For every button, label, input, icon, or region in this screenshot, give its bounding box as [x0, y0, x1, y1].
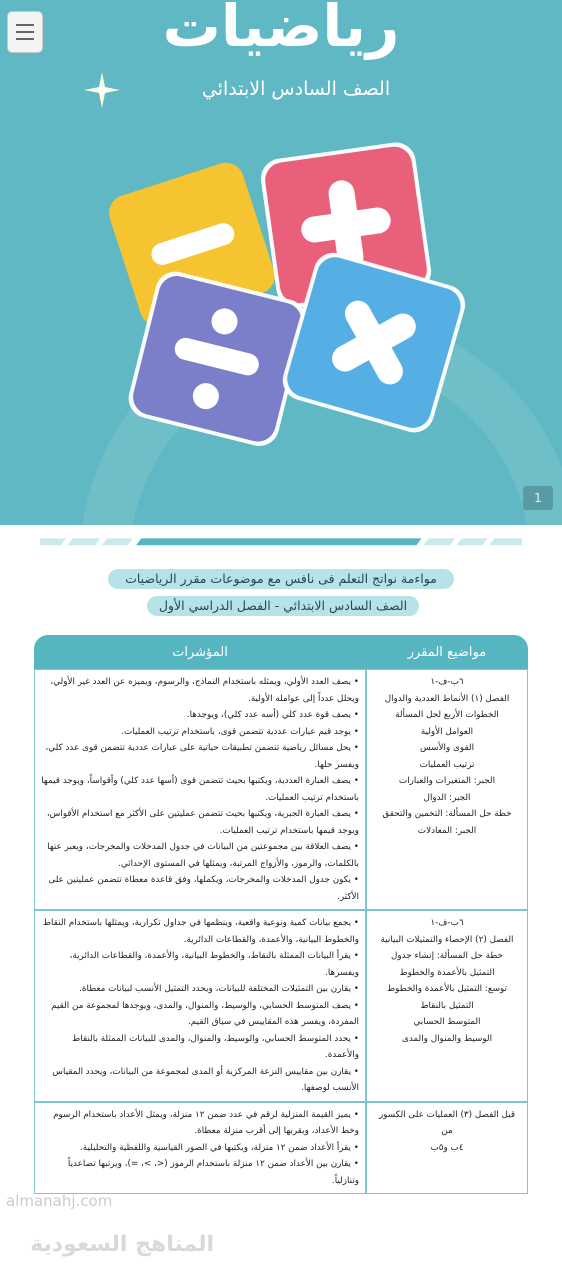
table-row: [34, 910, 528, 1102]
watermark-logo: المناهج السعودية: [30, 1232, 214, 1257]
indicator-item: • يقارن بين التمثيلات المختلفة للبيانات، ويحدد التمثيل الأنسب لبيانات معطاة.: [79, 984, 359, 994]
indicators-cell: [34, 910, 366, 1102]
topic-line: الجبر: الدوال: [423, 792, 471, 803]
topic-line: ٦ب-ف-١: [430, 918, 464, 928]
indicators-table: [34, 635, 528, 1194]
indicator-item: • يجمع بيانات كمية ونوعية واقعية، وينظمها في جداول تكرارية، ويمثلها باستخدام النقاط والخطوط البيانية، والأعمدة، والقطاعات الدائرية.: [42, 918, 359, 945]
indicator-item: • يقارن بين الأعداد ضمن ١٢ منزلة باستخدام الرموز (<، >، =)، ويرتبها تصاعدياً وتنازلياً.: [67, 1159, 359, 1186]
topic-line: التمثيل بالأعمدة والخطوط: [399, 967, 495, 978]
topic-line: القوى والأسس: [419, 743, 475, 753]
topics-cell: [366, 1102, 528, 1195]
topic-line: توسع: التمثيل بالأعمدة والخطوط: [387, 984, 507, 994]
watermark-url: almanahj.com: [6, 1192, 113, 1210]
topic-line: خطة حل المسألة: التخمين والتحقق: [382, 809, 512, 819]
topic-line: قبل الفصل (٣) العمليات على الكسور: [378, 1109, 516, 1120]
menu-button[interactable]: [7, 11, 43, 53]
indicator-item: • يقارن بين مقاييس النزعة المركزية أو المدى لمجموعة من البيانات، ويحدد المقياس الأنسب لوصفها.: [52, 1066, 359, 1093]
indicator-item: • يصف العدد الأولي، ويمثله باستخدام النماذج، والرسوم، ويميزه عن العدد غير الأولي، ويحلل عدداً إلى عوامله الأولية.: [50, 677, 359, 704]
topic-line: من: [441, 1126, 453, 1136]
decorative-stripe: [0, 535, 562, 547]
indicator-item: • يوجد قيم عبارات عددية تتضمن قوى، باستخدام ترتيب العمليات.: [121, 726, 359, 737]
indicator-item: • يصف العلاقة بين مجموعتين من البيانات في جدول المدخلات والمخرجات، ويعبر عنها بالكلمات، والرموز، والأزواج المرتبة، ويمثلها في المستوى الإحداثي.: [47, 842, 359, 869]
col-header-topics: مواضيع المقرر: [366, 635, 528, 669]
indicator-item: • يقرأ البيانات الممثلة بالنقاط، والخطوط البيانية، والأعمدة، والقطاعات الدائرية، ويفسرها.: [69, 951, 359, 978]
indicator-item: • يميز القيمة المنزلية لرقم في عدد ضمن ١٢ منزلة، ويمثل الأعداد باستخدام الرسوم وخط الأعداد، ويقربها إلى أقرب منزلة معطاة.: [53, 1109, 359, 1136]
topic-line: ٤ب و٥ب: [430, 1142, 464, 1153]
table-row: [34, 669, 528, 910]
header-pill-subtitle: الصف السادس الابتدائي - الفصل الدراسي الأول: [147, 596, 419, 616]
topics-cell: [366, 669, 528, 910]
topic-line: الجبر: المتغيرات والعبارات: [398, 776, 496, 786]
topic-line: الفصل (١) الأنماط العددية والدوال: [384, 693, 510, 704]
indicator-item: • يصف العبارة الجبرية، ويكتبها بحيث تتضمن عمليتين على الأكثر مع استخدام الأقواس، ويوجد قيمها باستخدام ترتيب العمليات.: [46, 809, 359, 836]
topic-line: الوسيط والمنوال والمدى: [401, 1033, 493, 1044]
indicator-item: • يصف المتوسط الحسابي، والوسيط، والمنوال، والمدى، ويوجدها لمجموعة من القيم المفردة، ويفسر هذه المقاييس في سياق القيم.: [51, 1000, 359, 1027]
indicator-item: • يصف قوة عدد كلي (أسه عدد كلي)، ويوجدها.: [186, 710, 359, 720]
indicator-item: • يصف العبارة العددية، ويكتبها بحيث تتضمن قوى (أسها عدد كلي) وأقواساً، ويوجد قيمها باستخدام ترتيب العمليات.: [41, 776, 359, 803]
document-page: [0, 525, 562, 1280]
header-pill-title: مواءمة نواتج التعلم فى نافس مع موضوعات مقرر الرياضيات: [108, 569, 454, 589]
topic-line: الخطوات الأربع لحل المسألة: [395, 710, 499, 720]
cover-page: [0, 0, 562, 525]
cover-title: رياضيات: [162, 0, 400, 60]
topic-line: خطة حل المسألة: إنشاء جدول: [390, 951, 503, 961]
indicators-cell: [34, 1102, 366, 1195]
topic-line: العوامل الأولية: [420, 726, 474, 737]
topic-line: ترتيب العمليات: [419, 759, 475, 770]
indicator-item: • يحل مسائل رياضية تتضمن تطبيقات حياتية على عبارات عددية تتضمن قوى عدد كلي، ويفسر حلها.: [45, 743, 359, 770]
indicator-item: • يحدد المتوسط الحسابي، والوسيط، والمنوال، والمدى للبيانات الممثلة بالنقاط والأعمدة.: [72, 1033, 359, 1060]
col-header-indicators: المؤشرات: [34, 635, 366, 669]
indicator-item: • يكون جدول المدخلات والمخرجات، ويكملها، وفق قاعدة معطاة تتضمن عمليتين على الأكثر.: [48, 875, 359, 902]
topic-line: الجبر: المعادلات: [417, 825, 477, 836]
indicator-item: • يقرأ الأعداد ضمن ١٢ منزلة، ويكتبها في الصور القياسية واللفظية والتحليلية.: [79, 1142, 359, 1153]
hamburger-icon: [16, 24, 34, 26]
topic-line: ٦ب-ف-١: [430, 677, 464, 687]
topic-line: التمثيل بالنقاط: [420, 1000, 474, 1011]
page-number-badge: 1: [523, 486, 553, 510]
topics-cell: [366, 910, 528, 1102]
topic-line: الفصل (٢) الإحصاء والتمثيلات البيانية: [380, 934, 514, 945]
indicators-cell: [34, 669, 366, 910]
cover-subtitle: الصف السادس الابتدائي: [201, 78, 391, 100]
topic-line: المتوسط الحسابي: [413, 1017, 481, 1027]
table-row: [34, 1102, 528, 1195]
